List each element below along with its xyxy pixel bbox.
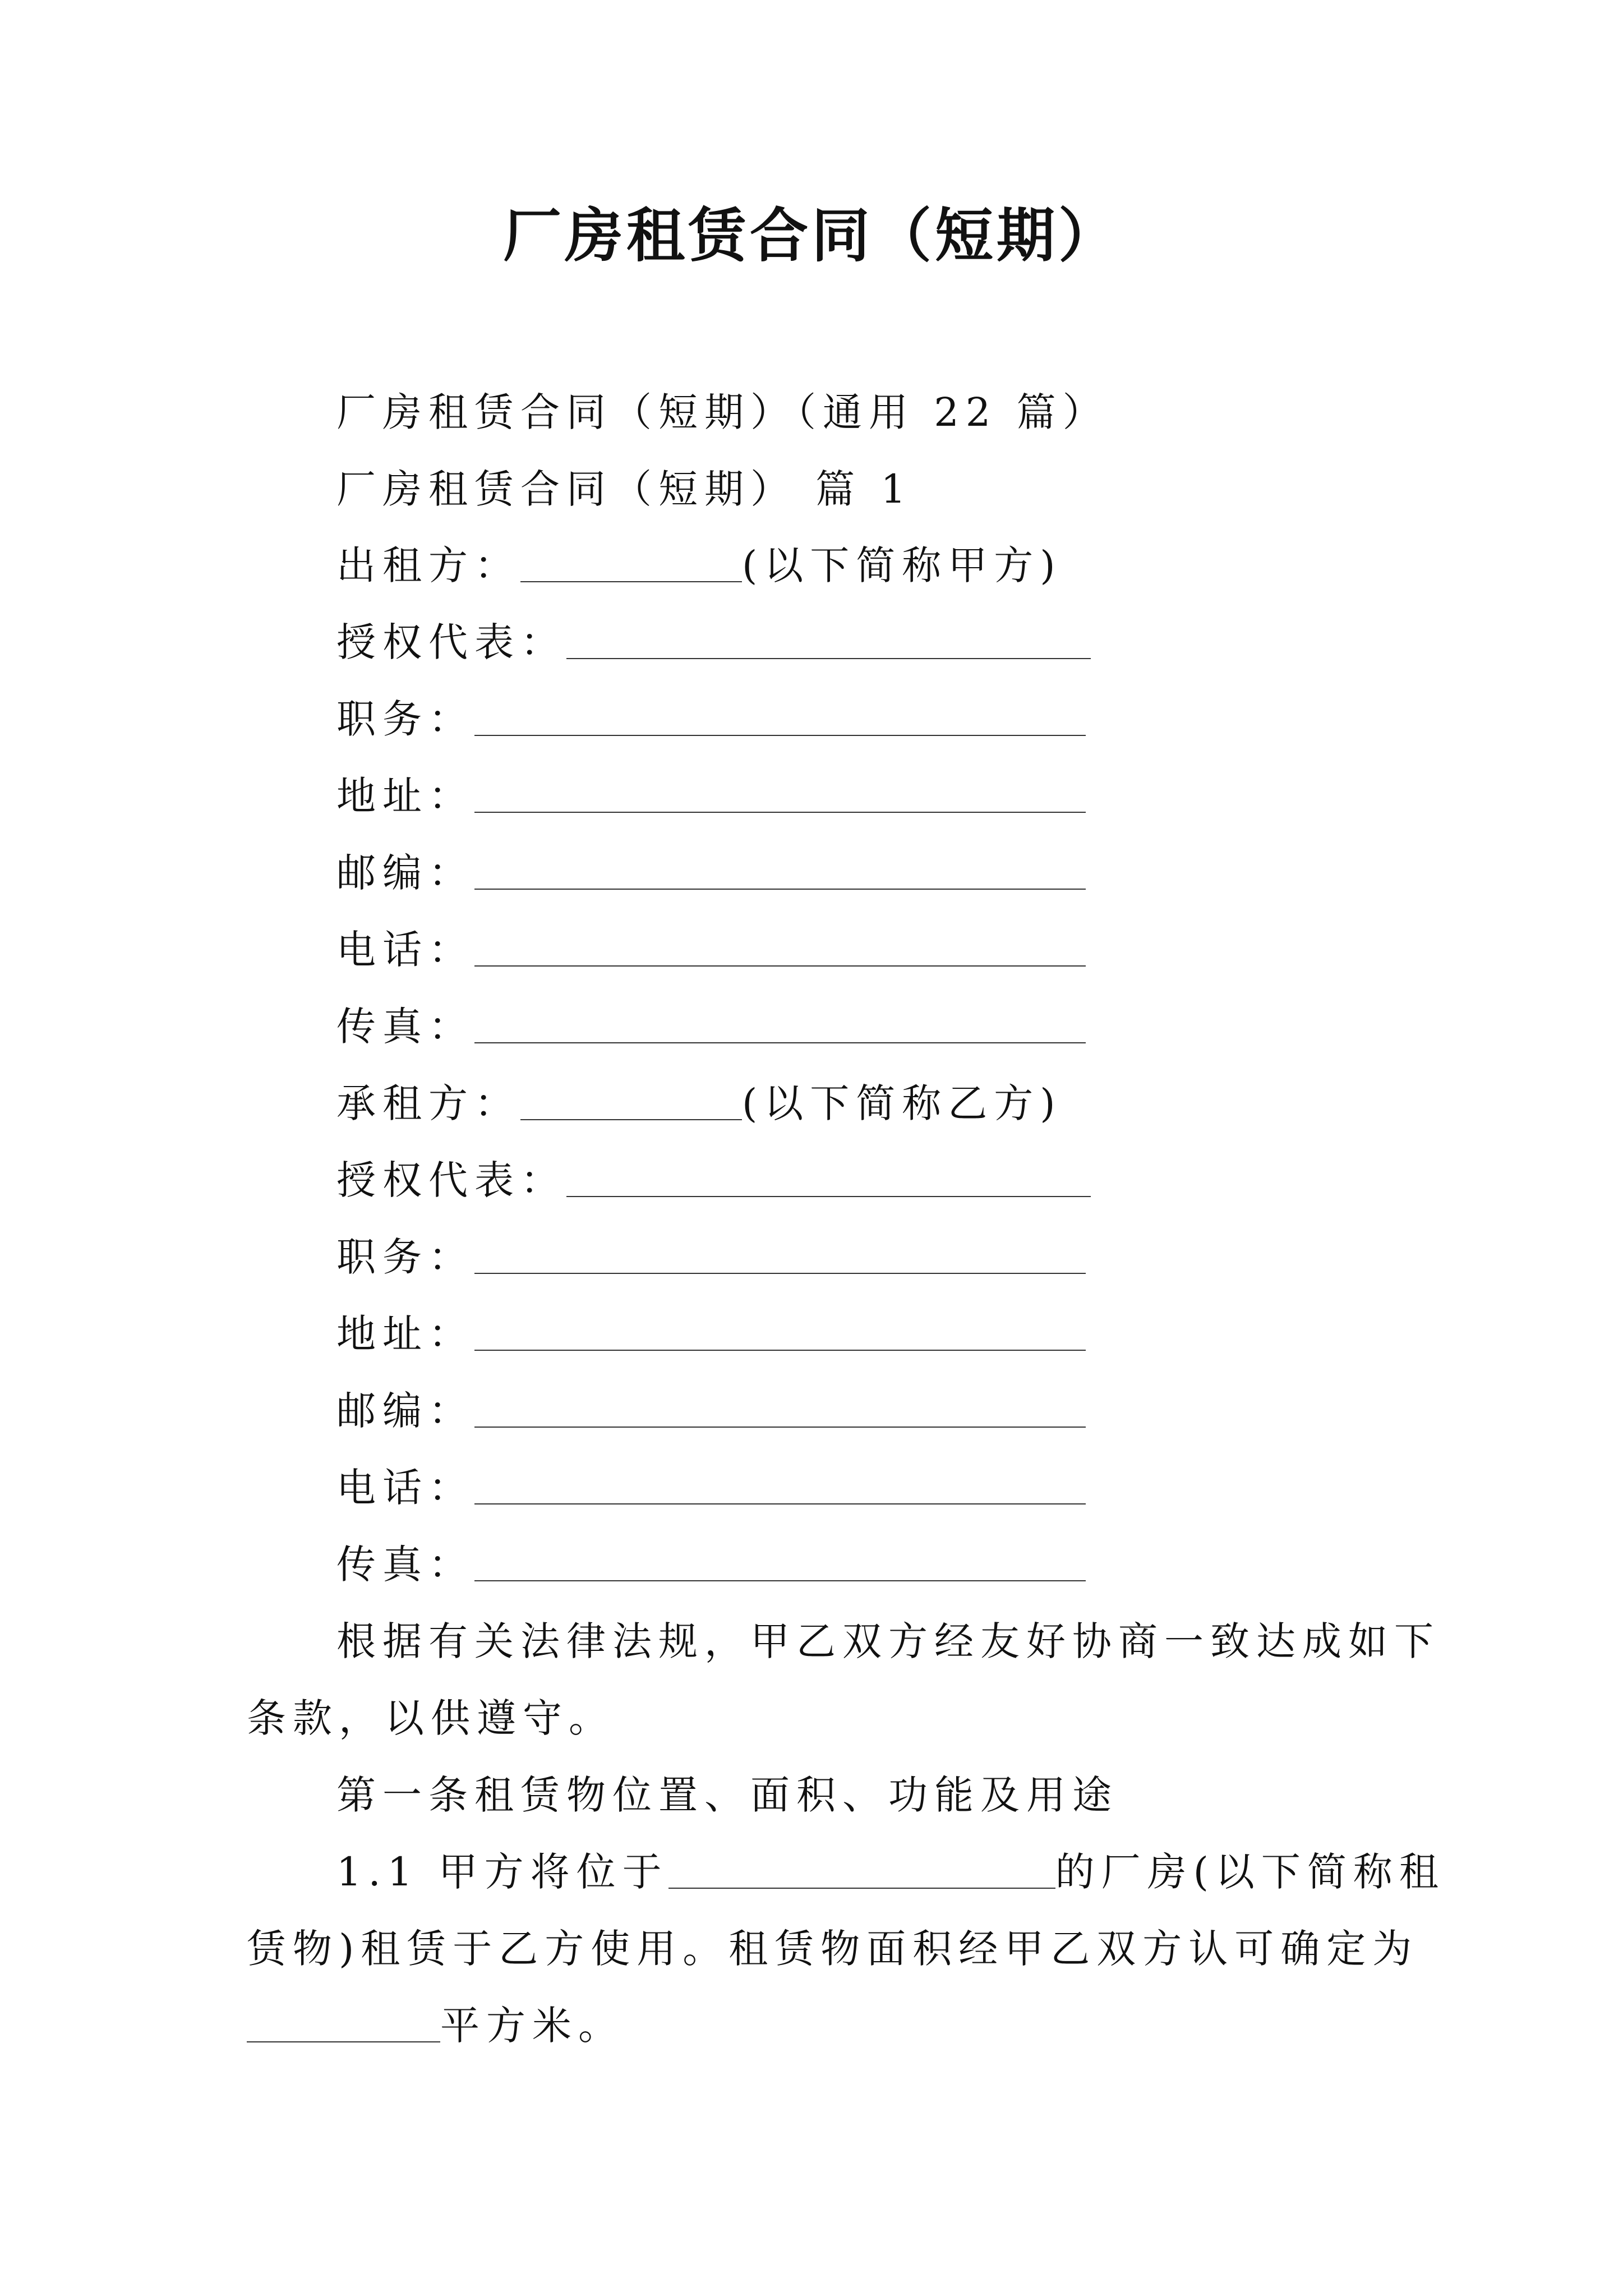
lessor-line [336,537,1062,593]
lessor-position-blank [474,697,1086,736]
lessee-rep-label: 授权代表： [336,1157,566,1203]
lessee-position-line [336,1229,1086,1285]
lessor-phone-blank [474,927,1086,967]
lessee-phone-label: 电话： [336,1465,474,1511]
lessee-postcode-label: 邮编： [336,1388,474,1434]
lessor-address-label: 地址： [336,773,474,819]
lessor-rep-label: 授权代表： [336,619,566,665]
lessee-address-blank [474,1312,1086,1351]
lessee-postcode-blank [474,1388,1086,1428]
clause-1-1-suffix: 的厂房(以下简称租 [1055,1849,1445,1895]
lessee-phone-line [336,1460,1086,1516]
clause-1-1-line-3 [247,1998,624,2054]
lessor-fax-blank [474,1004,1086,1043]
lessee-position-blank [474,1235,1086,1274]
intro-line-2: 条款，以供遵守。 [247,1695,615,1741]
lessor-address-blank [474,774,1086,813]
location-blank [668,1849,1055,1889]
lessee-line [336,1075,1062,1131]
lessor-rep-line [336,614,1091,670]
lessee-rep-blank [566,1158,1091,1197]
clause-1-1-prefix: 1.1 甲方将位于 [336,1849,668,1895]
lessee-phone-blank [474,1465,1086,1504]
lessor-address-line [336,768,1086,824]
lessee-fax-label: 传真： [336,1542,474,1588]
lessor-position-label: 职务： [336,696,474,742]
lessee-postcode-line [336,1383,1086,1439]
lessee-position-label: 职务： [336,1234,474,1280]
lessee-address-line [336,1306,1086,1362]
lessor-position-line [336,691,1086,747]
document-title: 厂房租赁合同（短期） [502,201,1120,270]
lessor-postcode-label: 邮编： [336,850,474,896]
clause-1-1-line-1 [336,1844,1445,1900]
lessee-rep-line [336,1152,1091,1208]
document-subtitle: 厂房租赁合同（短期）（通用 22 篇） [336,389,1109,435]
lessee-label: 承租方： [336,1080,520,1126]
lessee-suffix: (以下简称乙方) [742,1080,1062,1126]
lessee-fax-line [336,1536,1086,1593]
area-blank [247,2003,440,2042]
lessee-blank [520,1081,742,1120]
lessor-rep-blank [566,620,1091,659]
clause-1-1-line-2: 赁物)租赁于乙方使用。租赁物面积经甲乙双方认可确定为 [247,1926,1419,1972]
lessor-suffix: (以下简称甲方) [742,542,1062,588]
clause-1-1-line-3-suffix: 平方米。 [440,2003,624,2049]
lessor-phone-line [336,922,1086,978]
lessee-fax-blank [474,1542,1086,1581]
lessor-postcode-blank [474,850,1086,890]
lessor-label: 出租方： [336,542,520,588]
lessor-postcode-line [336,845,1086,901]
lessor-fax-line [336,999,1086,1055]
lessee-address-label: 地址： [336,1311,474,1357]
lessor-blank [520,543,742,582]
lessor-phone-label: 电话： [336,927,474,973]
lessor-fax-label: 传真： [336,1004,474,1050]
article-1-heading: 第一条租赁物位置、面积、功能及用途 [336,1772,1118,1818]
section-heading: 厂房租赁合同（短期） 篇 1 [336,466,913,512]
intro-line-1: 根据有关法律法规，甲乙双方经友好协商一致达成如下 [336,1618,1440,1664]
